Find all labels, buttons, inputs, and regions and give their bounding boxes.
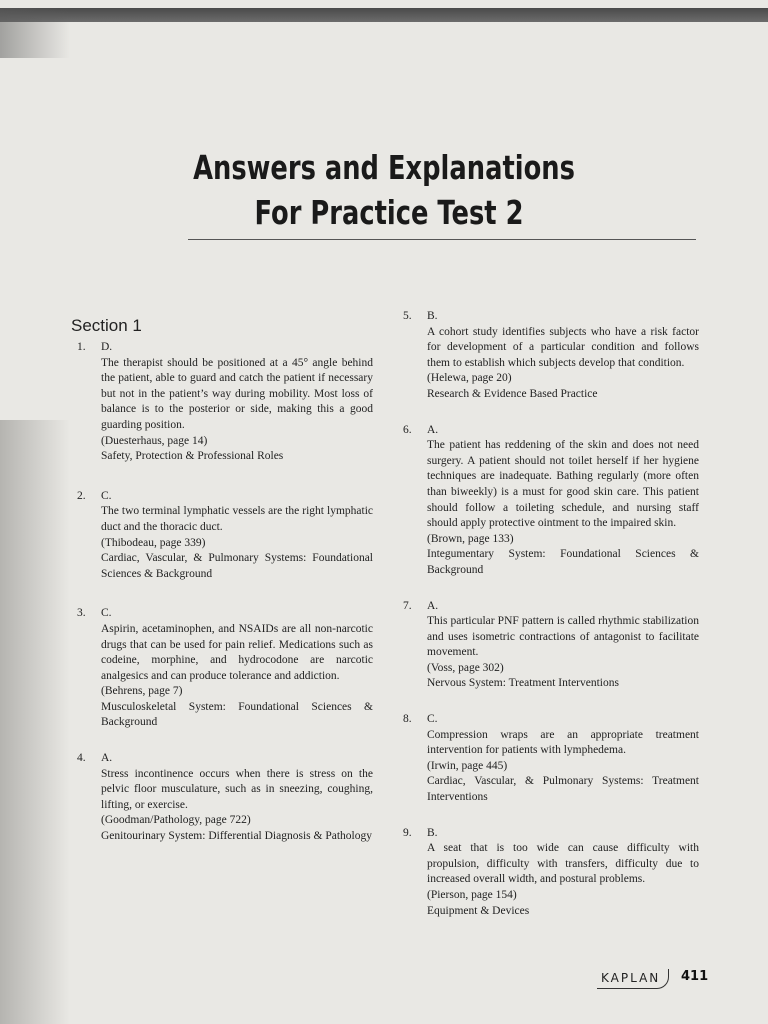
item-explanation: Stress incontinence occurs when there is stress on the pelvic floor musculature, such as in sneezing, coughing, lifting, or exercise. <box>101 767 373 811</box>
item-explanation: Aspirin, acetaminophen, and NSAIDs are all non-narcotic drugs that can be used for pain relief. Medications such as codeine, morphine, and hydrocodone are narcotic analgesics and can produce tolerance and addiction. <box>101 622 373 682</box>
item-body <box>101 356 373 465</box>
item-answer: A. <box>427 423 439 436</box>
item-category: Safety, Protection & Professional Roles <box>101 450 284 463</box>
item-answer: C. <box>101 607 112 620</box>
section-heading: Section 1 <box>71 316 142 335</box>
answer-item-9 <box>403 826 699 920</box>
answer-item-8 <box>403 712 699 806</box>
item-body <box>427 614 699 692</box>
item-reference: (Irwin, page 445) <box>427 759 508 772</box>
item-answer: A. <box>101 752 113 765</box>
item-reference: (Brown, page 133) <box>427 532 514 545</box>
item-category: Nervous System: Treatment Interventions <box>427 677 619 690</box>
left-column <box>77 340 373 863</box>
item-reference: (Voss, page 302) <box>427 661 504 674</box>
item-body <box>427 728 699 806</box>
scan-shadow-corner <box>0 8 70 58</box>
item-reference: (Thibodeau, page 339) <box>101 536 206 549</box>
answer-item-1 <box>77 340 373 465</box>
scan-edge-top <box>0 8 768 22</box>
item-answer: B. <box>427 310 438 322</box>
item-body <box>101 767 373 845</box>
publisher-logo: KAPLAN <box>597 969 669 989</box>
answer-item-7 <box>403 599 699 693</box>
item-number: 5. <box>403 310 412 322</box>
item-explanation: This particular PNF pattern is called rhythmic stabilization and uses isometric contractions of antagonist to facilitate movement. <box>427 615 699 659</box>
item-category: Genitourinary System: Differential Diagnosis & Pathology <box>101 830 372 843</box>
item-number: 4. <box>77 752 86 765</box>
item-body <box>101 622 373 731</box>
item-answer: D. <box>101 341 113 353</box>
item-explanation: Compression wraps are an appropriate treatment intervention for patients with lymphedema. <box>427 728 699 757</box>
item-reference: (Behrens, page 7) <box>101 685 183 698</box>
item-category: Integumentary System: Foundational Sciences & Background <box>427 548 699 576</box>
item-category: Research & Evidence Based Practice <box>427 387 598 400</box>
item-reference: (Goodman/Pathology, page 722) <box>101 814 251 827</box>
item-answer: C. <box>101 489 112 502</box>
item-body <box>427 841 699 919</box>
item-reference: (Helewa, page 20) <box>427 372 512 385</box>
answer-item-6 <box>403 423 699 579</box>
item-reference: (Pierson, page 154) <box>427 889 517 901</box>
item-number: 1. <box>77 341 86 353</box>
answer-item-3 <box>77 606 373 731</box>
item-explanation: A cohort study identifies subjects who have a risk factor for development of a particular condition and follows them to establish which subjects develop that condition. <box>427 325 699 369</box>
item-explanation: The patient has reddening of the skin and does not need surgery. A patient should not toilet herself if her hygiene techniques are inadequate. Bathing regularly (more often than biweekly) is a must for good skin care. This patient should follow a toileting schedule, and nursing staff should apply protective ointment to the impaired skin. <box>427 439 699 530</box>
item-category: Musculoskeletal System: Foundational Sciences & Background <box>101 700 373 729</box>
item-explanation: The therapist should be positioned at a 45° angle behind the patient, able to guard and catch the patient if necessary but not in the patient’s way during mobility. Most loss of balance is to the posterior or side, making this a good guarding position. <box>101 356 373 431</box>
answer-item-2 <box>77 489 373 583</box>
item-number: 2. <box>77 489 86 502</box>
item-body <box>427 438 699 578</box>
page-title-line-1: Answers and Explanations <box>193 148 575 187</box>
item-answer: B. <box>427 826 438 839</box>
item-number: 8. <box>403 713 412 726</box>
item-number: 6. <box>403 423 412 436</box>
item-category: Cardiac, Vascular, & Pulmonary Systems: Treatment Interventions <box>427 775 699 804</box>
item-answer: A. <box>427 599 439 612</box>
item-explanation: A seat that is too wide can cause difficulty with propulsion, difficulty with transfers, difficulty due to increased overall width, and postural problems. <box>427 842 699 886</box>
page-number: 411 <box>681 969 709 984</box>
item-body <box>101 504 373 582</box>
answer-item-4 <box>77 751 373 845</box>
scan-shadow-left <box>0 420 70 1024</box>
item-reference: (Duesterhaus, page 14) <box>101 434 208 447</box>
item-number: 3. <box>77 607 86 620</box>
right-column <box>403 309 699 937</box>
item-explanation: The two terminal lymphatic vessels are the right lymphatic duct and the thoracic duct. <box>101 505 373 533</box>
item-answer: C. <box>427 713 438 726</box>
item-number: 7. <box>403 599 412 612</box>
page-title-line-2: For Practice Test 2 <box>254 193 524 232</box>
item-category: Cardiac, Vascular, & Pulmonary Systems: Foundational Sciences & Background <box>101 552 373 580</box>
item-number: 9. <box>403 826 412 839</box>
item-category: Equipment & Devices <box>427 904 530 917</box>
answer-item-5 <box>403 309 699 403</box>
item-body <box>427 325 699 403</box>
title-divider <box>188 239 696 240</box>
